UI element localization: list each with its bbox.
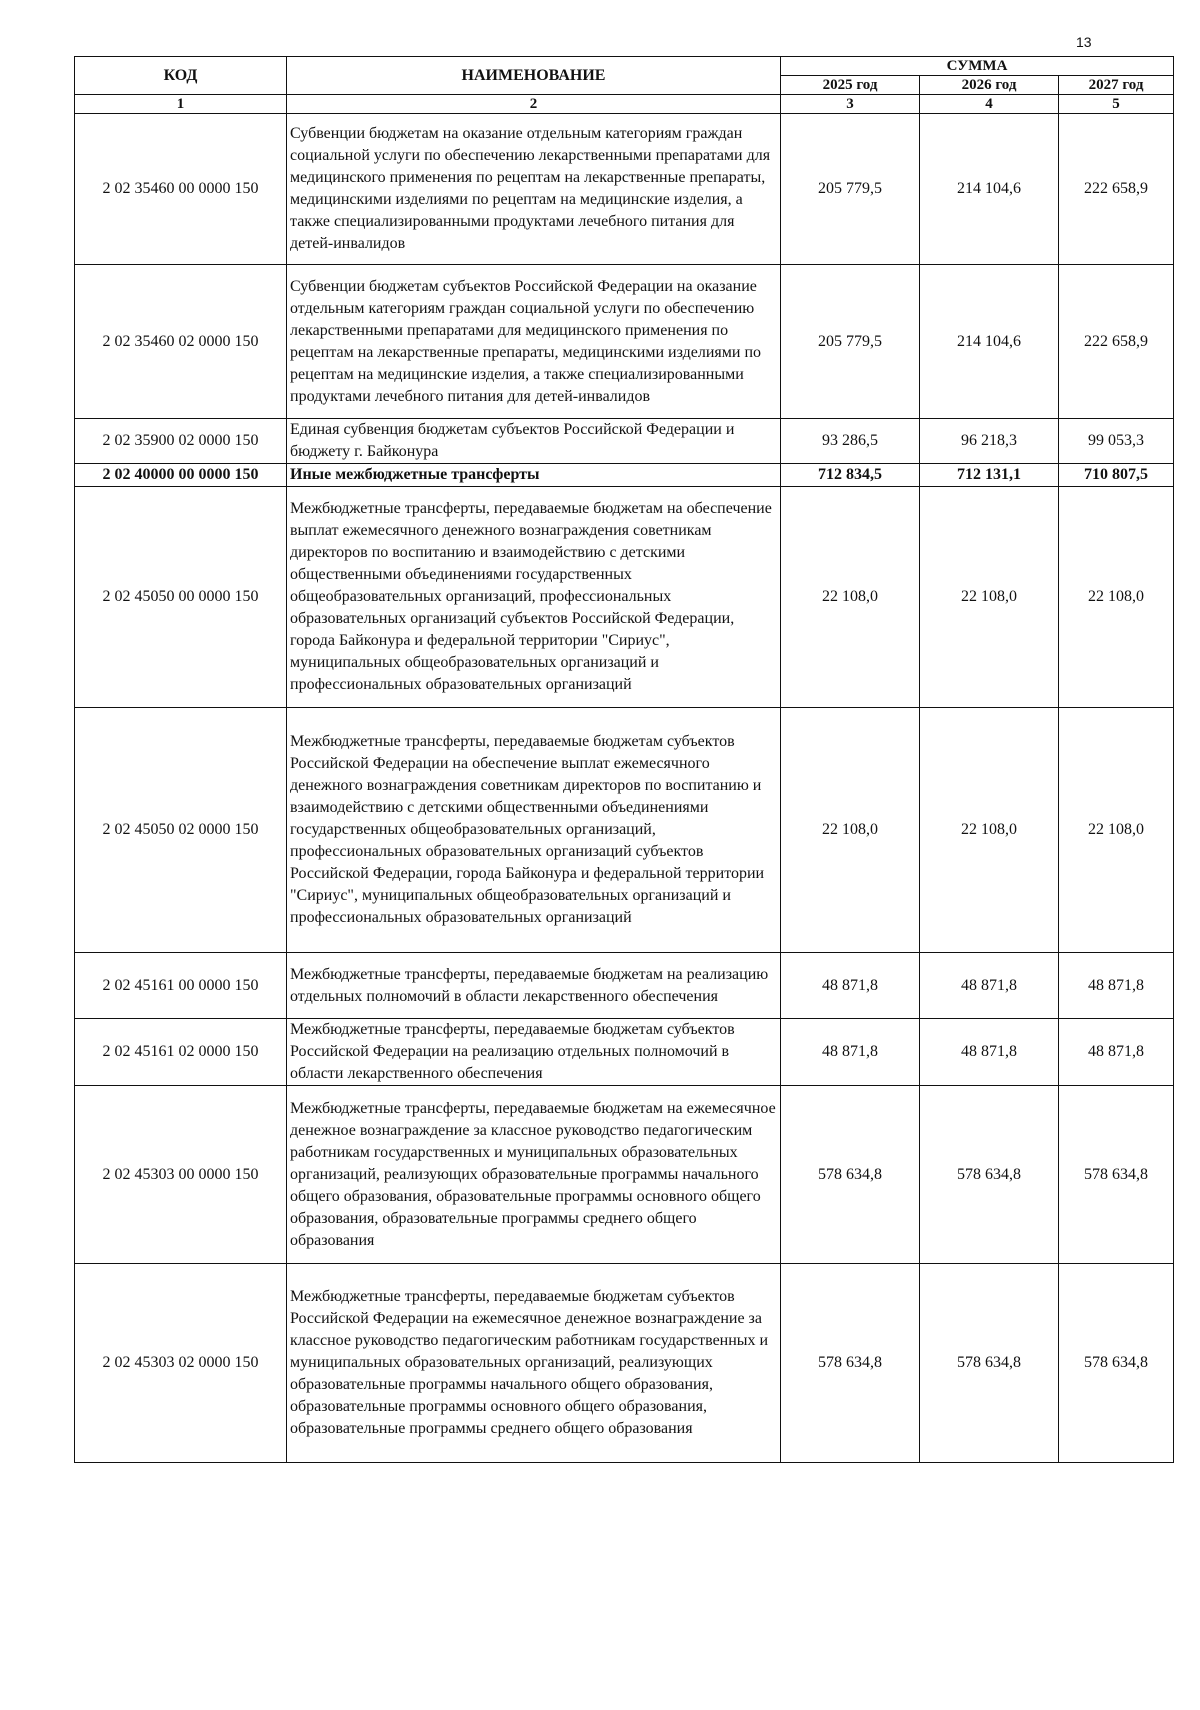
row-value-2025: 578 634,8 <box>781 1086 920 1264</box>
row-code: 2 02 45303 00 0000 150 <box>75 1086 287 1264</box>
row-code: 2 02 45050 00 0000 150 <box>75 487 287 708</box>
header-year-2025: 2025 год <box>781 76 920 95</box>
row-code: 2 02 45161 00 0000 150 <box>75 953 287 1019</box>
header-code: КОД <box>75 57 287 95</box>
table-row <box>75 953 1174 1019</box>
row-value-2027: 578 634,8 <box>1059 1264 1174 1463</box>
table-row <box>75 708 1174 953</box>
row-name: Субвенции бюджетам на оказание отдельным категориям граждан социальной услуги по обеспечению лекарственными препаратами для медицинского применения по рецептам на лекарственные препараты, медицинскими изделиями по рецептам на медицинские изделия, а также специализированными продуктами лечебного питания для детей-инвалидов <box>287 114 781 265</box>
table-row <box>75 265 1174 419</box>
table-row <box>75 487 1174 708</box>
row-value-2025: 48 871,8 <box>781 953 920 1019</box>
col-number-2: 2 <box>287 95 781 114</box>
row-code: 2 02 40000 00 0000 150 <box>75 464 287 487</box>
col-number-3: 3 <box>781 95 920 114</box>
col-number-5: 5 <box>1059 95 1174 114</box>
row-name: Единая субвенция бюджетам субъектов Российской Федерации и бюджету г. Байконура <box>287 419 781 464</box>
row-value-2026: 214 104,6 <box>920 114 1059 265</box>
row-code: 2 02 35460 02 0000 150 <box>75 265 287 419</box>
row-value-2026: 712 131,1 <box>920 464 1059 487</box>
row-value-2025: 22 108,0 <box>781 708 920 953</box>
table-row <box>75 1264 1174 1463</box>
row-code: 2 02 45303 02 0000 150 <box>75 1264 287 1463</box>
row-value-2026: 578 634,8 <box>920 1264 1059 1463</box>
row-name: Межбюджетные трансферты, передаваемые бюджетам субъектов Российской Федерации на обеспечение выплат ежемесячного денежного вознаграждения советникам директоров по воспитанию и взаимодействию с детскими общественными объединениями государственных общеобразовательных организаций, профессиональных образовательных организаций субъектов Российской Федерации, города Байконура и федеральной территории "Сириус", муниципальных общеобразовательных организаций и профессиональных образовательных организаций <box>287 708 781 953</box>
row-value-2025: 205 779,5 <box>781 265 920 419</box>
row-value-2027: 22 108,0 <box>1059 708 1174 953</box>
row-name: Межбюджетные трансферты, передаваемые бюджетам субъектов Российской Федерации на реализацию отдельных полномочий в области лекарственного обеспечения <box>287 1019 781 1086</box>
table-row <box>75 1019 1174 1086</box>
row-value-2026: 96 218,3 <box>920 419 1059 464</box>
row-value-2026: 48 871,8 <box>920 1019 1059 1086</box>
row-name: Межбюджетные трансферты, передаваемые бюджетам на реализацию отдельных полномочий в области лекарственного обеспечения <box>287 953 781 1019</box>
row-name: Межбюджетные трансферты, передаваемые бюджетам субъектов Российской Федерации на ежемесячное денежное вознаграждение за классное руководство педагогическим работникам государственных и муниципальных образовательных организаций, реализующих образовательные программы начального общего образования, образовательные программы основного общего образования, образовательные программы среднего общего образования <box>287 1264 781 1463</box>
row-value-2027: 222 658,9 <box>1059 265 1174 419</box>
row-value-2027: 48 871,8 <box>1059 953 1174 1019</box>
row-value-2025: 22 108,0 <box>781 487 920 708</box>
row-name: Субвенции бюджетам субъектов Российской Федерации на оказание отдельным категориям граждан социальной услуги по обеспечению лекарственными препаратами для медицинского применения по рецептам на лекарственные препараты, медицинскими изделиями по рецептам на медицинские изделия, а также специализированными продуктами лечебного питания для детей-инвалидов <box>287 265 781 419</box>
row-value-2026: 48 871,8 <box>920 953 1059 1019</box>
row-code: 2 02 35900 02 0000 150 <box>75 419 287 464</box>
header-year-2026: 2026 год <box>920 76 1059 95</box>
row-value-2026: 22 108,0 <box>920 708 1059 953</box>
row-value-2025: 93 286,5 <box>781 419 920 464</box>
row-value-2026: 578 634,8 <box>920 1086 1059 1264</box>
row-code: 2 02 45050 02 0000 150 <box>75 708 287 953</box>
row-value-2025: 712 834,5 <box>781 464 920 487</box>
row-value-2027: 222 658,9 <box>1059 114 1174 265</box>
row-value-2025: 48 871,8 <box>781 1019 920 1086</box>
budget-table <box>74 56 1174 1463</box>
row-code: 2 02 35460 00 0000 150 <box>75 114 287 265</box>
row-value-2027: 48 871,8 <box>1059 1019 1174 1086</box>
row-value-2027: 22 108,0 <box>1059 487 1174 708</box>
header-name: НАИМЕНОВАНИЕ <box>287 57 781 95</box>
col-number-4: 4 <box>920 95 1059 114</box>
row-value-2027: 710 807,5 <box>1059 464 1174 487</box>
row-name: Межбюджетные трансферты, передаваемые бюджетам на обеспечение выплат ежемесячного денежного вознаграждения советникам директоров по воспитанию и взаимодействию с детскими общественными объединениями государственных общеобразовательных организаций, профессиональных образовательных организаций субъектов Российской Федерации, города Байконура и федеральной территории "Сириус", муниципальных общеобразовательных организаций и профессиональных образовательных организаций <box>287 487 781 708</box>
header-sum: СУММА <box>781 57 1174 76</box>
row-name: Межбюджетные трансферты, передаваемые бюджетам на ежемесячное денежное вознаграждение за классное руководство педагогическим работникам государственных и муниципальных образовательных организаций, реализующих образовательные программы начального общего образования, образовательные программы основного общего образования, образовательные программы среднего общего образования <box>287 1086 781 1264</box>
col-number-1: 1 <box>75 95 287 114</box>
table-row <box>75 419 1174 464</box>
row-value-2026: 22 108,0 <box>920 487 1059 708</box>
table-row <box>75 114 1174 265</box>
row-value-2027: 99 053,3 <box>1059 419 1174 464</box>
row-value-2026: 214 104,6 <box>920 265 1059 419</box>
row-value-2027: 578 634,8 <box>1059 1086 1174 1264</box>
header-year-2027: 2027 год <box>1059 76 1174 95</box>
page-number: 13 <box>1076 34 1092 50</box>
row-value-2025: 578 634,8 <box>781 1264 920 1463</box>
table-row <box>75 1086 1174 1264</box>
row-code: 2 02 45161 02 0000 150 <box>75 1019 287 1086</box>
table-row-total <box>75 464 1174 487</box>
row-name: Иные межбюджетные трансферты <box>287 464 781 487</box>
row-value-2025: 205 779,5 <box>781 114 920 265</box>
